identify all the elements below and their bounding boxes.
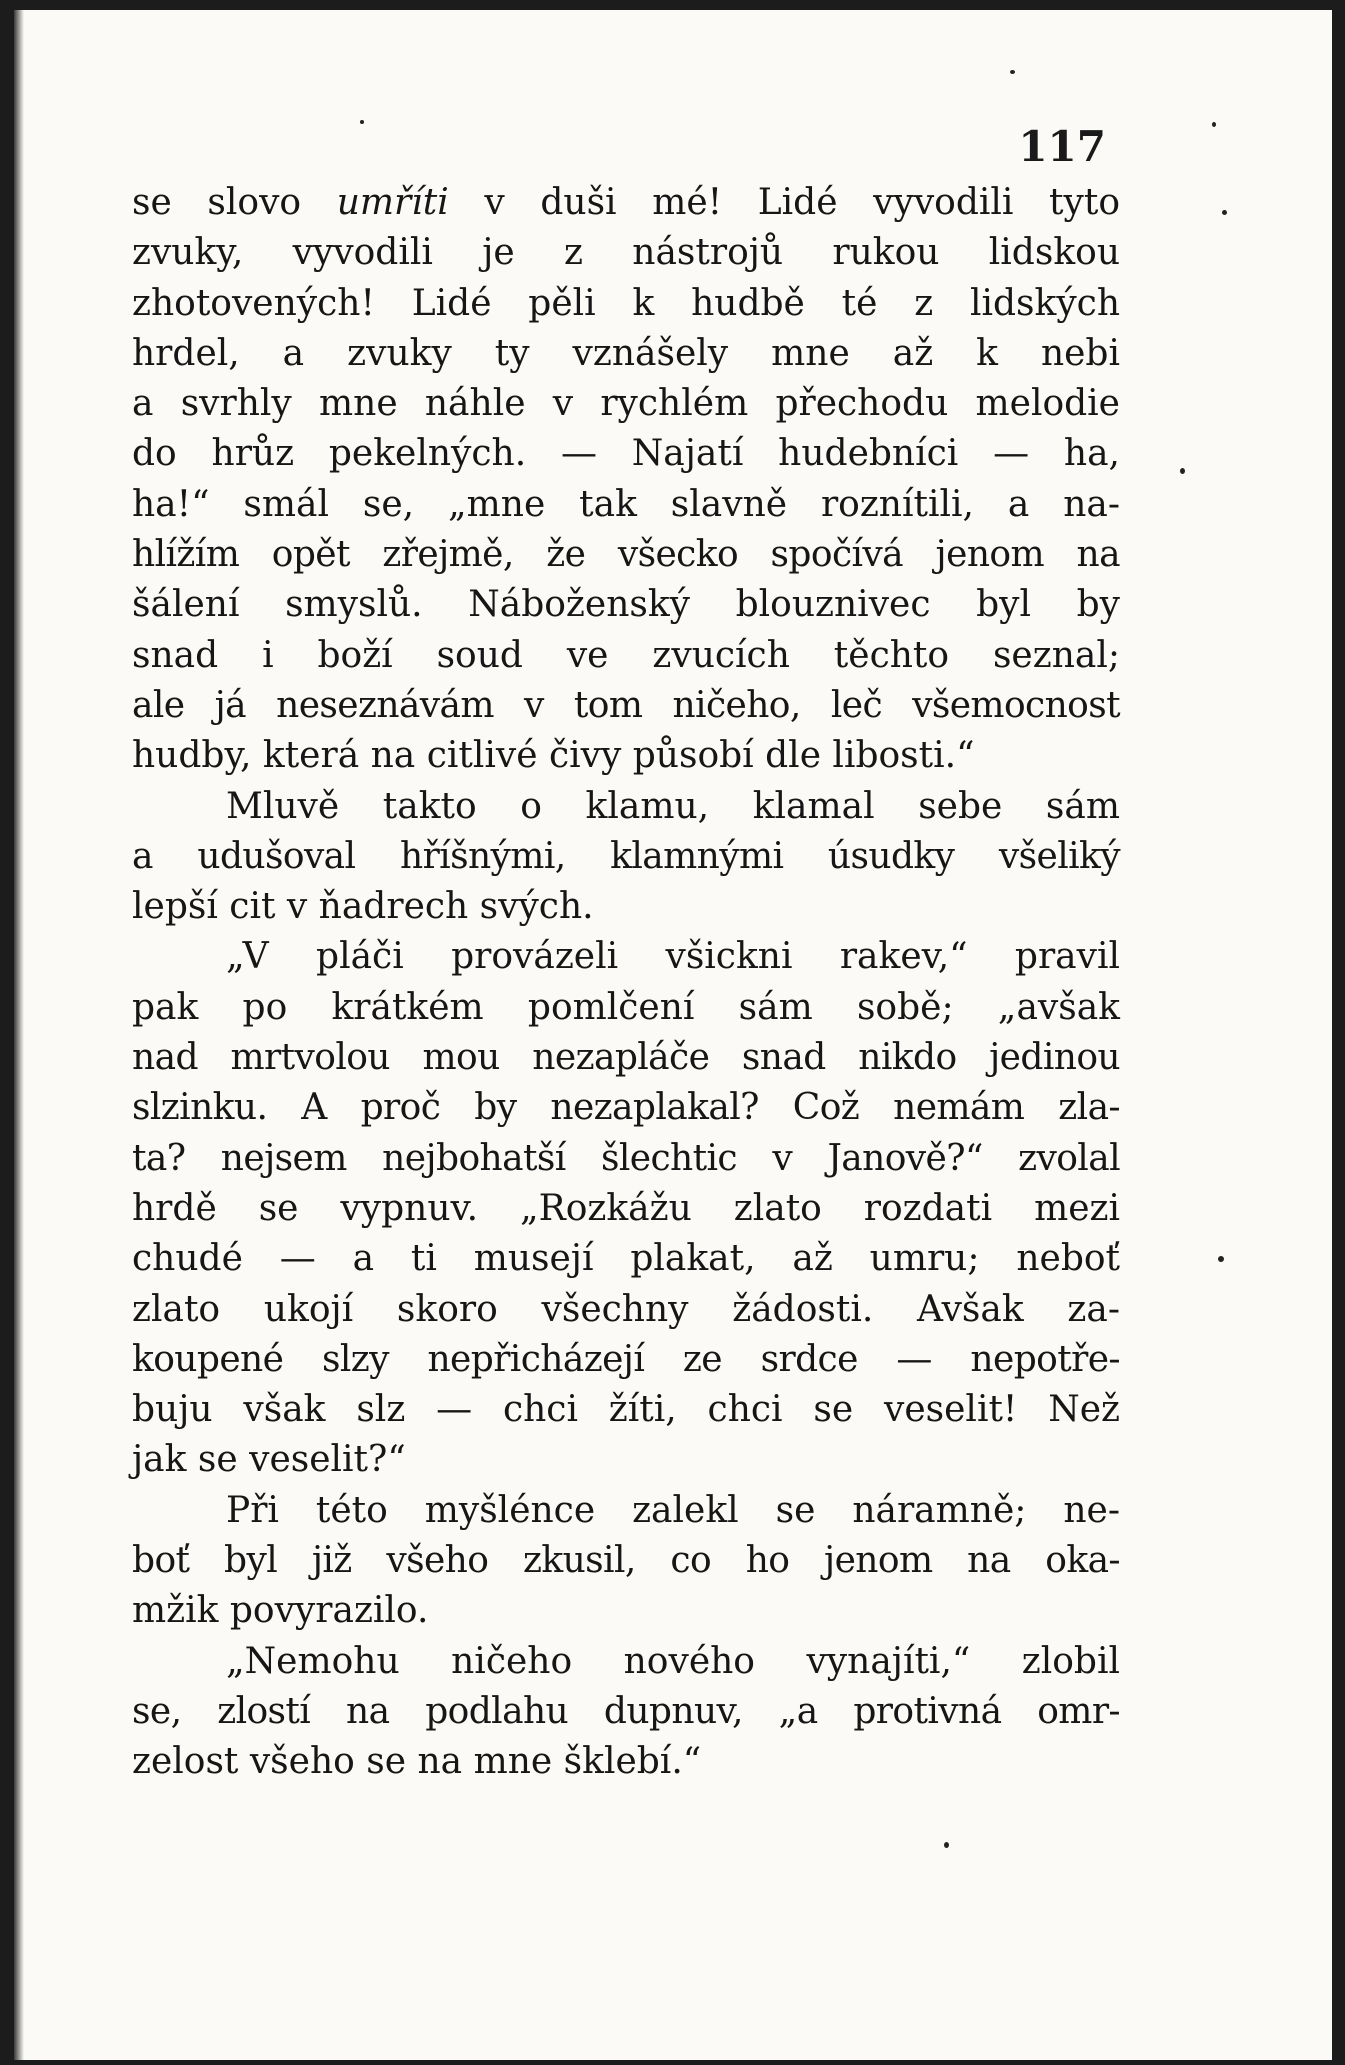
ink-speck xyxy=(1180,468,1185,474)
book-page xyxy=(14,10,1332,2060)
emphasized-word: umříti xyxy=(336,182,449,223)
text-line: Mluvě takto o klamu, klamal sebe sám xyxy=(226,785,1120,827)
text-line: hrdě se vypnuv. „Rozkážu zlato rozdati mezi xyxy=(132,1187,1120,1229)
text-line: se, zlostí na podlahu dupnuv, „a protivná omr- xyxy=(132,1690,1120,1732)
text-line: „Nemohu ničeho nového vynajíti,“ zlobil xyxy=(226,1640,1120,1682)
ink-speck xyxy=(1010,70,1015,74)
text-line: pak po krátkém pomlčení sám sobě; „avšak xyxy=(132,986,1120,1028)
ink-speck xyxy=(944,1842,949,1848)
text-line: slzinku. A proč by nezaplakal? Což nemám zla- xyxy=(132,1087,1120,1129)
body-text xyxy=(132,178,1120,1788)
page-number: 117 xyxy=(1018,122,1106,171)
text-line: buju však slz — chci žíti, chci se veselit! Než xyxy=(132,1389,1120,1431)
text-line: do hrůz pekelných. — Najatí hudebníci — ha, xyxy=(132,433,1120,475)
text-line: hudby, která na citlivé čivy působí dle libosti.“ xyxy=(132,735,975,777)
text-line: hrdel, a zvuky ty vznášely mne až k nebi xyxy=(132,332,1120,374)
text-line: mžik povyrazilo. xyxy=(132,1590,429,1632)
text-line: Při této myšlénce zalekl se náramně; ne- xyxy=(226,1489,1120,1531)
text-line: zvuky, vyvodili je z nástrojů rukou lidskou xyxy=(132,232,1120,274)
text-line: hlížím opět zřejmě, že všecko spočívá jenom na xyxy=(132,534,1120,576)
ink-speck xyxy=(1218,1256,1224,1262)
text-line: lepší cit v ňadrech svých. xyxy=(132,886,594,928)
text-line: zelost všeho se na mne šklebí.“ xyxy=(132,1741,702,1783)
text-line: chudé — a ti musejí plakat, až umru; neboť xyxy=(132,1238,1120,1280)
text-line: boť byl již všeho zkusil, co ho jenom na oka- xyxy=(132,1540,1120,1582)
text-line: a svrhly mne náhle v rychlém přechodu melodie xyxy=(132,383,1120,425)
text-line: „V pláči provázeli všickni rakev,“ pravil xyxy=(226,936,1120,978)
text-line: ha!“ smál se, „mne tak slavně roznítili, a na- xyxy=(132,483,1120,525)
text-line: ale já neseznávám v tom ničeho, leč všemocnost xyxy=(132,684,1120,726)
ink-speck xyxy=(1212,122,1216,127)
text-line: ta? nejsem nejbohatší šlechtic v Janově?“ zvolal xyxy=(132,1137,1120,1179)
text-line: a udušoval hříšnými, klamnými úsudky všeliký xyxy=(132,835,1120,877)
text-line: se slovo umříti v duši mé! Lidé vyvodili tyto xyxy=(132,182,1120,223)
ink-speck xyxy=(1222,210,1227,215)
text-line: snad i boží soud ve zvucích těchto seznal; xyxy=(132,634,1120,676)
ink-speck xyxy=(360,120,364,124)
text-line: jak se veselit?“ xyxy=(132,1439,406,1481)
text-line: zlato ukojí skoro všechny žádosti. Avšak za- xyxy=(132,1288,1120,1330)
text-line: koupené slzy nepřicházejí ze srdce — nepotře- xyxy=(132,1338,1120,1380)
text-line: zhotovených! Lidé pěli k hudbě té z lidských xyxy=(132,282,1120,324)
text-line: šálení smyslů. Náboženský blouznivec byl by xyxy=(132,584,1120,626)
text-line: nad mrtvolou mou nezapláče snad nikdo jedinou xyxy=(132,1037,1120,1079)
